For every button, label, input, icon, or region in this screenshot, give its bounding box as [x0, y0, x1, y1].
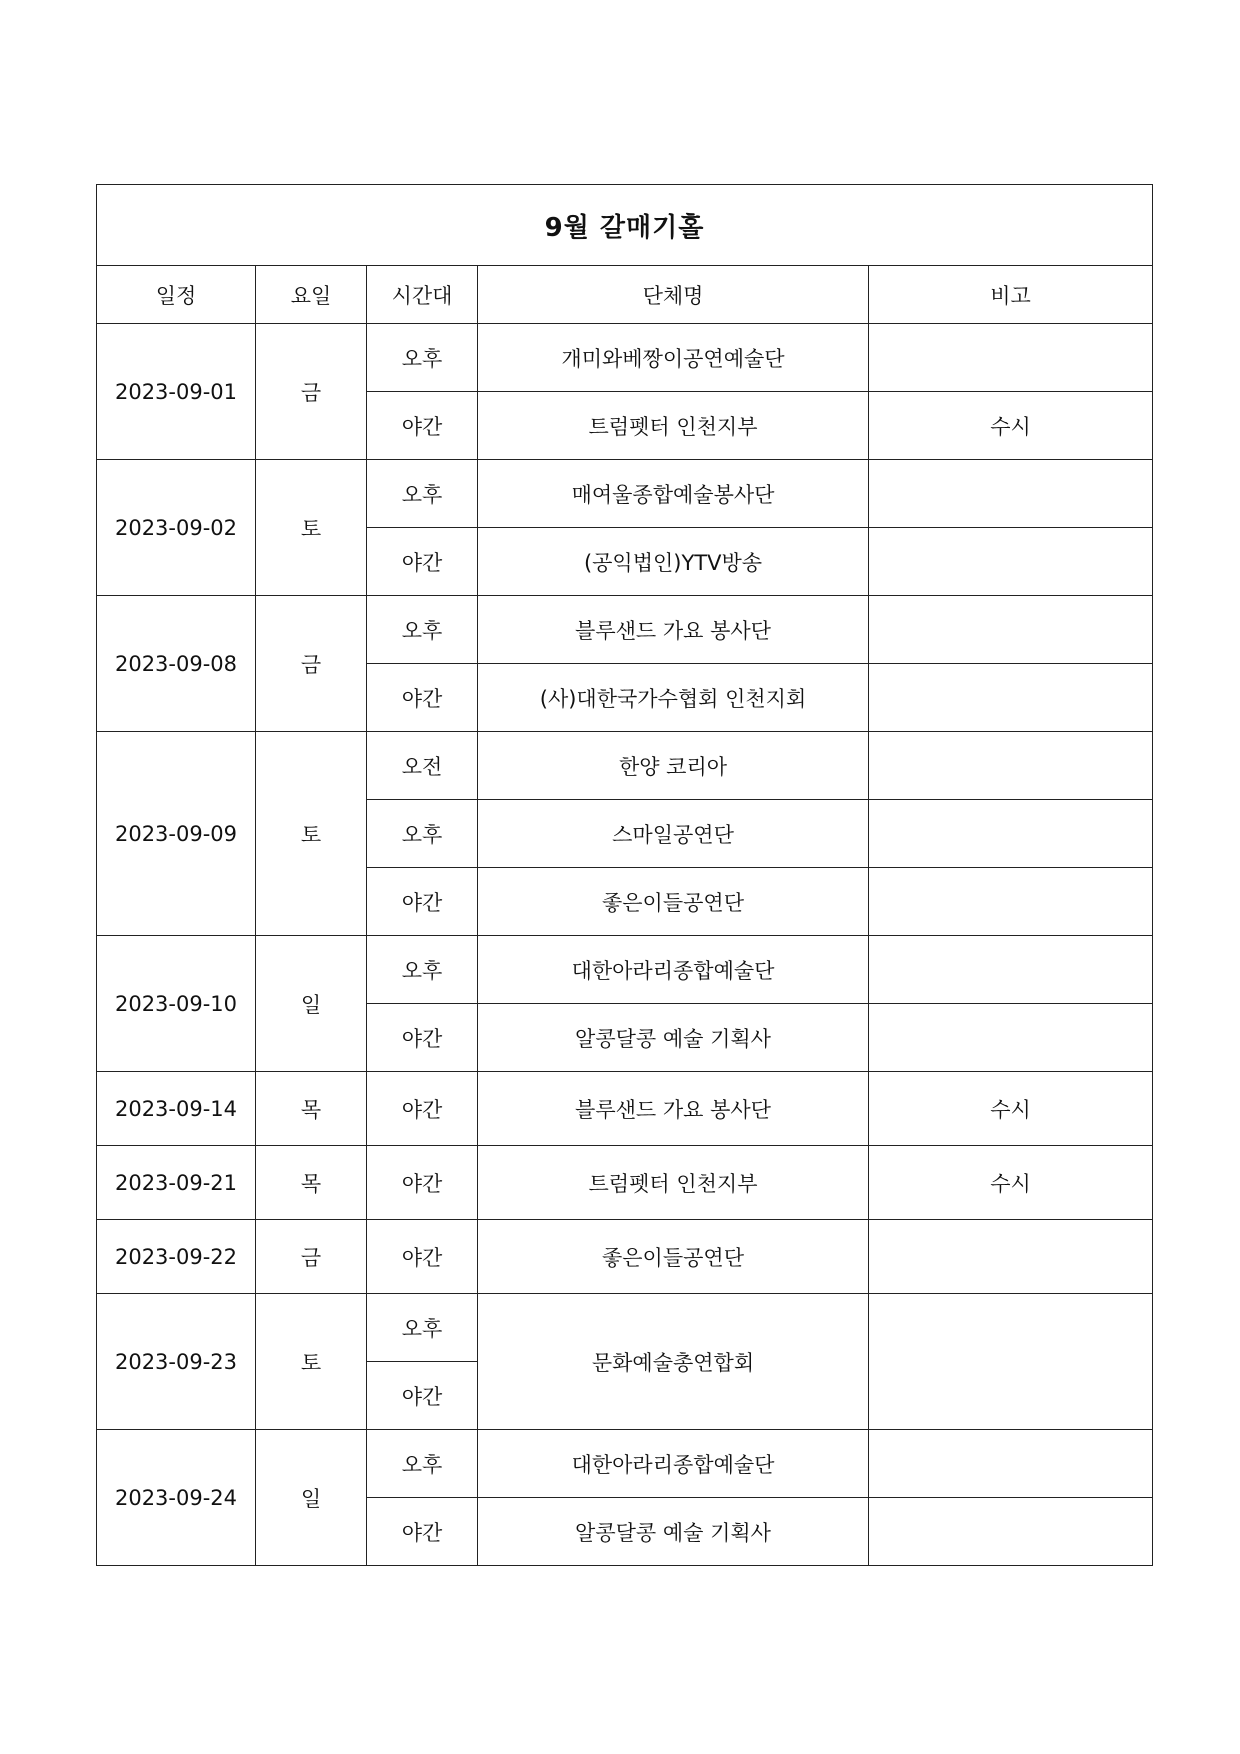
table-row [97, 1220, 1153, 1294]
group-cell: 대한아라리종합예술단 [478, 1430, 869, 1498]
group-cell: (사)대한국가수협회 인천지회 [478, 664, 869, 732]
time-cell: 야간 [367, 664, 478, 732]
time-cell: 야간 [367, 528, 478, 596]
time-cell: 야간 [367, 868, 478, 936]
weekday-cell: 금 [256, 596, 367, 732]
table-row [97, 596, 1153, 664]
note-cell [869, 868, 1153, 936]
time-cell: 야간 [367, 1362, 478, 1430]
time-cell: 오후 [367, 1430, 478, 1498]
time-cell: 오후 [367, 936, 478, 1004]
group-cell: 블루샌드 가요 봉사단 [478, 596, 869, 664]
table-row [97, 460, 1153, 528]
weekday-cell: 금 [256, 1220, 367, 1294]
schedule-body [97, 324, 1153, 1566]
note-cell [869, 1004, 1153, 1072]
time-cell: 야간 [367, 1004, 478, 1072]
table-row [97, 936, 1153, 1004]
time-cell: 오후 [367, 800, 478, 868]
header-date: 일정 [97, 266, 256, 324]
note-cell [869, 1294, 1153, 1430]
group-cell: 블루샌드 가요 봉사단 [478, 1072, 869, 1146]
group-cell: 스마일공연단 [478, 800, 869, 868]
group-cell: 트럼펫터 인천지부 [478, 392, 869, 460]
table-row [97, 1146, 1153, 1220]
group-cell: 대한아라리종합예술단 [478, 936, 869, 1004]
time-cell: 야간 [367, 1220, 478, 1294]
time-cell: 야간 [367, 1146, 478, 1220]
weekday-cell: 금 [256, 324, 367, 460]
date-cell: 2023-09-10 [97, 936, 256, 1072]
time-cell: 오후 [367, 460, 478, 528]
date-cell: 2023-09-24 [97, 1430, 256, 1566]
table-title: 9월 갈매기홀 [97, 185, 1153, 266]
header-row [97, 266, 1153, 324]
weekday-cell: 목 [256, 1146, 367, 1220]
note-cell [869, 936, 1153, 1004]
note-cell [869, 1430, 1153, 1498]
group-cell: 알콩달콩 예술 기획사 [478, 1498, 869, 1566]
weekday-cell: 토 [256, 1294, 367, 1430]
note-cell [869, 664, 1153, 732]
note-cell: 수시 [869, 392, 1153, 460]
group-cell: 알콩달콩 예술 기획사 [478, 1004, 869, 1072]
date-cell: 2023-09-21 [97, 1146, 256, 1220]
date-cell: 2023-09-22 [97, 1220, 256, 1294]
group-cell: 개미와베짱이공연예술단 [478, 324, 869, 392]
time-cell: 오후 [367, 324, 478, 392]
weekday-cell: 목 [256, 1072, 367, 1146]
weekday-cell: 일 [256, 936, 367, 1072]
note-cell [869, 1220, 1153, 1294]
date-cell: 2023-09-23 [97, 1294, 256, 1430]
table-row [97, 1072, 1153, 1146]
group-cell: 좋은이들공연단 [478, 868, 869, 936]
note-cell [869, 1498, 1153, 1566]
note-cell [869, 732, 1153, 800]
group-cell: 트럼펫터 인천지부 [478, 1146, 869, 1220]
note-cell [869, 800, 1153, 868]
header-group: 단체명 [478, 266, 869, 324]
table-row [97, 1430, 1153, 1498]
schedule-table [96, 184, 1153, 1566]
time-cell: 오전 [367, 732, 478, 800]
group-cell: 한양 코리아 [478, 732, 869, 800]
note-cell: 수시 [869, 1146, 1153, 1220]
group-cell: 문화예술총연합회 [478, 1294, 869, 1430]
note-cell [869, 596, 1153, 664]
note-cell [869, 528, 1153, 596]
date-cell: 2023-09-01 [97, 324, 256, 460]
time-cell: 오후 [367, 596, 478, 664]
note-cell [869, 460, 1153, 528]
time-cell: 야간 [367, 392, 478, 460]
date-cell: 2023-09-02 [97, 460, 256, 596]
table-row [97, 1294, 1153, 1362]
note-cell: 수시 [869, 1072, 1153, 1146]
header-time: 시간대 [367, 266, 478, 324]
time-cell: 야간 [367, 1498, 478, 1566]
note-cell [869, 324, 1153, 392]
header-note: 비고 [869, 266, 1153, 324]
table-row [97, 732, 1153, 800]
date-cell: 2023-09-14 [97, 1072, 256, 1146]
weekday-cell: 일 [256, 1430, 367, 1566]
weekday-cell: 토 [256, 732, 367, 936]
time-cell: 야간 [367, 1072, 478, 1146]
group-cell: 좋은이들공연단 [478, 1220, 869, 1294]
header-day: 요일 [256, 266, 367, 324]
date-cell: 2023-09-09 [97, 732, 256, 936]
weekday-cell: 토 [256, 460, 367, 596]
time-cell: 오후 [367, 1294, 478, 1362]
date-cell: 2023-09-08 [97, 596, 256, 732]
group-cell: (공익법인)YTV방송 [478, 528, 869, 596]
group-cell: 매여울종합예술봉사단 [478, 460, 869, 528]
table-row [97, 324, 1153, 392]
